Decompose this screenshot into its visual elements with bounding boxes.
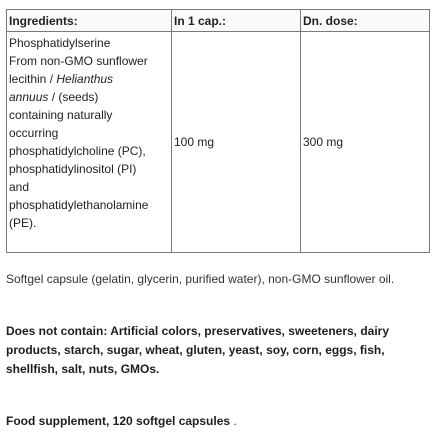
per-capsule-value: 100 mg xyxy=(174,135,215,149)
latin-name: annuus xyxy=(9,90,49,104)
per-capsule-cell xyxy=(172,32,301,252)
ingredient-line xyxy=(9,88,169,106)
table-row xyxy=(7,32,429,252)
free-from-statement: Does not contain: Artificial colors, preservatives, sweeteners, dairy products, starch, sugar, wheat, gluten, yeast, soy, corn, eggs, fish, shellfish, salt, nuts, GMOs. xyxy=(6,324,390,376)
header-daily-dose: Dn. dose: xyxy=(303,14,358,28)
ingredient-line: From non-GMO sunflower xyxy=(9,54,148,68)
supplement-text: Food supplement, 120 softgel capsules xyxy=(6,414,231,428)
ingredient-cell xyxy=(7,32,172,252)
ingredient-text: lecithin / xyxy=(9,72,57,86)
supplement-trail: . xyxy=(230,414,237,428)
latin-name: Helianthus xyxy=(56,72,114,86)
ingredient-line xyxy=(9,70,169,88)
supplement-statement xyxy=(6,412,434,431)
ingredient-line: occurring xyxy=(9,126,59,140)
ingredient-line: (PE). xyxy=(9,216,37,230)
ingredient-line: phosphatidylethanolamine xyxy=(9,198,149,212)
ingredient-line: phosphatidylinositol (PI) xyxy=(9,162,137,176)
ingredients-table xyxy=(6,9,430,253)
ingredient-line: and xyxy=(9,180,30,194)
daily-dose-cell xyxy=(301,32,429,252)
daily-dose-value: 300 mg xyxy=(303,135,344,149)
header-ingredients: Ingredients: xyxy=(7,10,172,31)
header-per-capsule: In 1 cap.: xyxy=(172,10,301,31)
ingredient-text: / (seeds) xyxy=(48,90,99,104)
ingredient-line: Phosphatidylserine xyxy=(9,36,111,50)
ingredient-line: phosphatidylcholine (PC), xyxy=(9,144,146,158)
table-header-row xyxy=(7,10,429,32)
capsule-composition-note: Softgel capsule (gelatin, glycerin, purified water), non-GMO sunflower oil. xyxy=(6,272,395,286)
ingredient-line: containing naturally xyxy=(9,108,113,122)
